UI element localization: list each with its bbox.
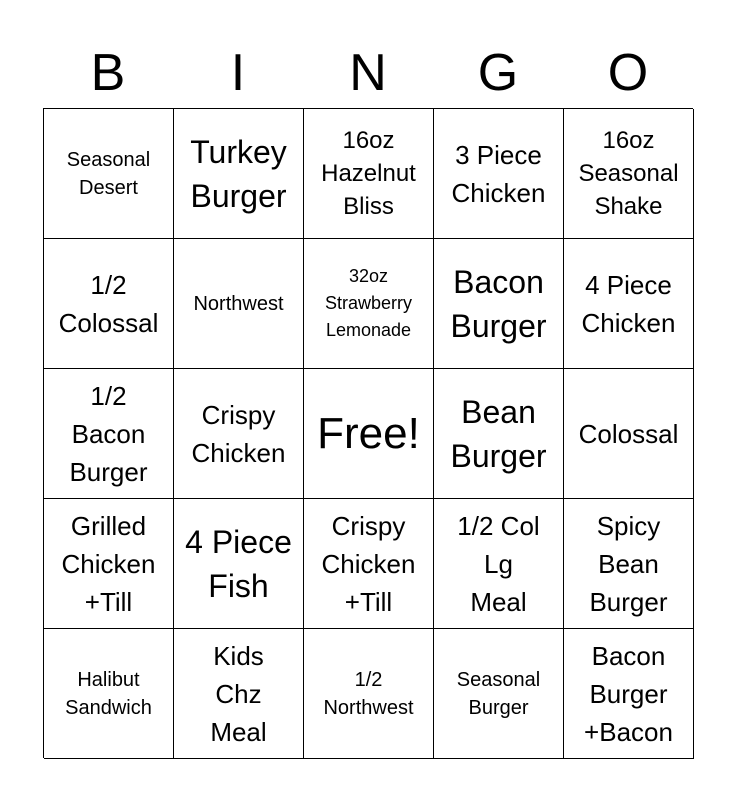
bingo-cell-r3c5[interactable] [564, 369, 694, 499]
bingo-cell-r1c5[interactable] [564, 109, 694, 239]
bingo-cell-label: Kids Chz Meal [210, 640, 267, 747]
bingo-cell-r5c3[interactable] [304, 629, 434, 759]
free-space-label: Free! [317, 408, 420, 458]
bingo-header [43, 38, 693, 108]
header-letter-n: N [349, 44, 387, 102]
bingo-cell-r2c5[interactable] [564, 239, 694, 369]
bingo-cell-r4c1[interactable] [44, 499, 174, 629]
bingo-cell-label: Spicy Bean Burger [589, 510, 668, 617]
bingo-cell-label: Bacon Burger [450, 263, 547, 344]
bingo-cell-r1c2[interactable] [174, 109, 304, 239]
bingo-cell-label: Colossal [578, 418, 679, 449]
bingo-cell-label: Grilled Chicken +Till [61, 510, 156, 617]
bingo-cell-r1c3[interactable] [304, 109, 434, 239]
bingo-cell-label: 4 Piece Chicken [581, 269, 676, 338]
bingo-card-grid [43, 108, 693, 758]
bingo-cell-label: Northwest [193, 292, 284, 315]
bingo-cell-label: Crispy Chicken +Till [321, 510, 416, 617]
bingo-cell-r3c1[interactable] [44, 369, 174, 499]
bingo-cell-r5c2[interactable] [174, 629, 304, 759]
bingo-cell-r3c2[interactable] [174, 369, 304, 499]
header-letter-i: I [230, 44, 246, 102]
bingo-cell-r2c4[interactable] [434, 239, 564, 369]
bingo-cell-label: 1/2 Bacon Burger [69, 380, 148, 487]
bingo-free-space[interactable] [304, 369, 434, 499]
header-letter-g: G [477, 44, 519, 102]
bingo-cell-label: 4 Piece Fish [185, 523, 292, 604]
bingo-cell-r5c1[interactable] [44, 629, 174, 759]
bingo-cell-label: 32oz Strawberry Lemonade [324, 266, 413, 340]
bingo-cell-label: 1/2 Colossal [58, 269, 159, 338]
bingo-cell-r5c5[interactable] [564, 629, 694, 759]
bingo-cell-label: Crispy Chicken [191, 399, 286, 468]
bingo-cell-r4c3[interactable] [304, 499, 434, 629]
bingo-cell-r2c2[interactable] [174, 239, 304, 369]
bingo-cell-label: Turkey Burger [190, 133, 287, 214]
bingo-cell-r2c3[interactable] [304, 239, 434, 369]
bingo-cell-label: 16oz Seasonal Shake [578, 127, 679, 220]
bingo-cell-label: 1/2 Northwest [323, 668, 414, 719]
bingo-cell-label: 1/2 Col Lg Meal [457, 510, 540, 617]
bingo-cell-label: Bean Burger [450, 393, 547, 474]
bingo-cell-label: 16oz Hazelnut Bliss [321, 127, 416, 220]
bingo-cell-r5c4[interactable] [434, 629, 564, 759]
header-letter-o: O [607, 44, 649, 102]
bingo-cell-label: Seasonal Burger [456, 668, 541, 719]
bingo-cell-r1c4[interactable] [434, 109, 564, 239]
bingo-cell-label: Halibut Sandwich [65, 668, 152, 719]
bingo-cell-label: 3 Piece Chicken [451, 139, 546, 208]
bingo-cell-r4c2[interactable] [174, 499, 304, 629]
bingo-cell-label: Bacon Burger +Bacon [584, 640, 673, 747]
header-letter-b: B [90, 44, 126, 102]
bingo-cell-r4c5[interactable] [564, 499, 694, 629]
bingo-cell-r4c4[interactable] [434, 499, 564, 629]
bingo-cell-r2c1[interactable] [44, 239, 174, 369]
bingo-cell-r3c4[interactable] [434, 369, 564, 499]
bingo-cell-label: Seasonal Desert [66, 148, 151, 199]
bingo-cell-r1c1[interactable] [44, 109, 174, 239]
